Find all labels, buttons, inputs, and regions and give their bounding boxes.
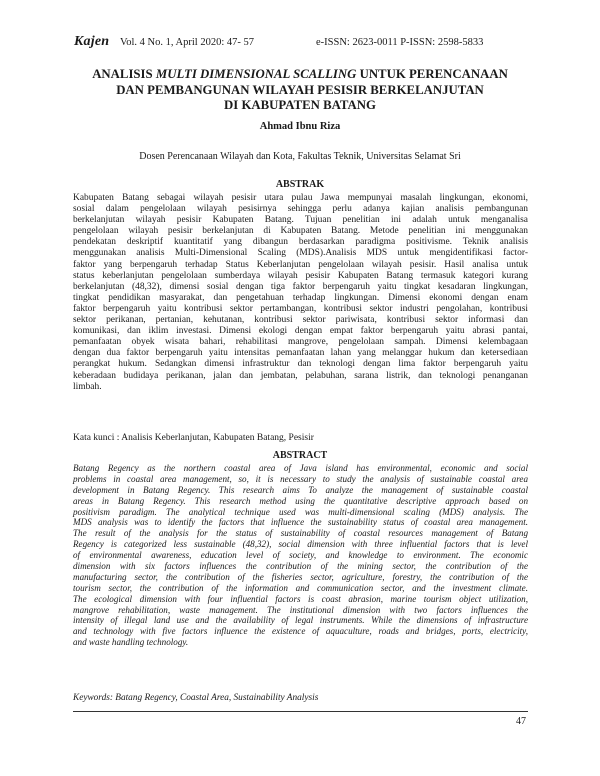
abstrak-line: sektor perikanan, pertanian, kehutanan, kontribusi sektor pariwisata, kontribusi sektor informasi dan (73, 315, 528, 326)
abstrak-line: faktor berpengaruh yaitu kontribusi sektor pertambangan, kontribusi sektor industri pengolahan, kontribusi (73, 303, 528, 314)
abstract-line: manufacturing sector, the contribution of the fisheries sector, agriculture, forestry, the contribution of the (73, 571, 528, 582)
abstract-line: areas in Batang Regency. This research method using the quantitative descriptive approach based on (73, 495, 528, 506)
abstrak-line: Kabupaten Batang sebagai wilayah pesisir utara pulau Jawa mempunyai masalah lingkungan, ekonomi, (73, 193, 528, 203)
author-affiliation: Dosen Perencanaan Wilayah dan Kota, Fakultas Teknik, Universitas Selamat Sri (139, 151, 461, 162)
abstrak-line: tingkat pendidikan masyarakat, dan pengetahuan terhadap lingkungan. Dimensi ekonomi dengan enam (73, 292, 528, 303)
footer-rule (73, 711, 528, 712)
abstrak-line: berkelanjutan wilayah pesisir Kabupaten Batang. Tujuan penelitian ini adalah untuk menganalisa (73, 215, 528, 226)
abstrak-line: pemanfaatan obyek wisata bahari, rehabilitasi mangrove, pengelolaan sampah. Dimensi kelembagaan (73, 337, 528, 348)
kata-kunci: Kata kunci : Analisis Keberlanjutan, Kabupaten Batang, Pesisir (73, 433, 314, 443)
abstrak-line: dengan dua faktor berpengaruh yaitu intensitas pemanfaatan lahan yang melanggar hukum dan ketersediaan (73, 348, 528, 359)
abstrak-line: faktor yang berpengaruh terhadap Status Keberlanjutan pengelolaan wilayah pesisir. Hasil analisa untuk (73, 259, 528, 270)
abstract-line: and technology with five factors influence the existence of aquaculture, roads and bridges, ports, electricity, (73, 626, 528, 637)
abstract-line: of environmental awareness, education level of society, and knowledge to environment. The economic (73, 550, 528, 561)
abstrak-line: perangkat hukum. Sedangkan dimensi infrastruktur dan teknologi dengan lima faktor berpengaruh yaitu (73, 359, 528, 370)
issn-info: e-ISSN: 2623-0011 P-ISSN: 2598-5833 (316, 37, 484, 48)
abstrak-line: limbah. (73, 381, 102, 392)
keywords: Keywords: Batang Regency, Coastal Area, Sustainability Analysis (73, 693, 319, 703)
abstract-line: positivism paradigm. The analytical technique used was multi-dimensional scaling (MDS) analysis. The (73, 506, 528, 517)
journal-header (74, 34, 544, 53)
abstract-line: The result of the analysis for the status of sustainability of coastal resources management of Batang (73, 528, 528, 539)
abstract-heading: ABSTRACT (272, 450, 328, 461)
abstract-line: intensity of illegal land use and the availability of legal instruments. While the dimensions of infrastructure (73, 615, 528, 626)
abstract-line: mangrove rehabilitation, waste management. The institutional dimension with two factors influences the (73, 604, 528, 615)
abstract-line: tourism sector, the contribution of the information and communication sector, and the investment climate. (73, 582, 528, 593)
abstract-line: problems in coastal area management, so, it is necessary to study the analysis of sustainable coastal area (73, 473, 528, 484)
abstrak-line: menggunakan analisis Multi-Dimensional Scaling (MDS).Analisis MDS untuk mengidentifikasi factor- (73, 248, 528, 259)
abstract-line: dimension with six factors influences the contribution of the mining sector, the contribution of the (73, 561, 528, 572)
abstrak-line: berkelanjutan (48,32), dimensi sosial dengan tiga faktor berpengaruh yaitu tingkat kesadaran lingkungan, (73, 281, 528, 292)
abstrak-line: pendekatan deskriptif kuantitatif yang dibangun berdasarkan paradigma positivisme. Teknik analisis (73, 237, 528, 248)
abstrak-body (73, 193, 528, 393)
abstrak-heading: ABSTRAK (275, 179, 325, 190)
abstrak-line: komunikasi, dan iklim investasi. Dimensi ekologi dengan empat faktor berpengaruh yaitu abrasi pantai, (73, 326, 528, 337)
paper-title (40, 67, 560, 114)
volume-info: Vol. 4 No. 1, April 2020: 47- 57 (120, 37, 254, 48)
abstrak-line: keberadaan budidaya perikanan, jalan dan jembatan, pelabuhan, sarana listrik, dan teknologi penanganan (73, 370, 528, 381)
title-line-1: ANALISIS MULTI DIMENSIONAL SCALLING UNTUK PERENCANAAN (92, 67, 508, 81)
title-line-3: DI KABUPATEN BATANG (224, 98, 376, 112)
abstract-line: Regency is categorized less sustainable (48,32), social dimension with three influential factors that is level (73, 539, 528, 550)
abstract-line: MDS analysis was to identify the factors that influence the sustainability status of coastal area management. (73, 517, 528, 528)
page-number: 47 (516, 716, 526, 727)
title-line-2: DAN PEMBANGUNAN WILAYAH PESISIR BERKELANJUTAN (116, 82, 484, 97)
abstract-line: development in Batang Regency. This research aims To analyze the management of sustainable coastal (73, 484, 528, 495)
author-name: Ahmad Ibnu Riza (259, 121, 341, 132)
abstract-line: The ecological dimension with four influential factors is coast abrasion, marine tourism object utilization, (73, 593, 528, 604)
abstrak-line: pengelolaan wilayah pesisir berkelanjutan di Kabupaten Batang. Metode penelitian ini menggunakan (73, 226, 528, 237)
abstract-line: and waste handling technology. (73, 637, 189, 648)
abstract-line: Batang Regency as the northern coastal area of Java island has environmental, economic and social (73, 463, 528, 473)
abstrak-line: status keberlanjutan pengelolaan sumberdaya wilayah pesisir Kabupaten Batang termasuk kategori kurang (73, 270, 528, 281)
abstract-body (73, 463, 528, 648)
journal-logo: Kajen (74, 34, 110, 49)
abstrak-line: sosial dalam pengelolaan wilayah pesisirnya sehingga perlu adanya kajian analisis pembangunan (73, 204, 528, 215)
